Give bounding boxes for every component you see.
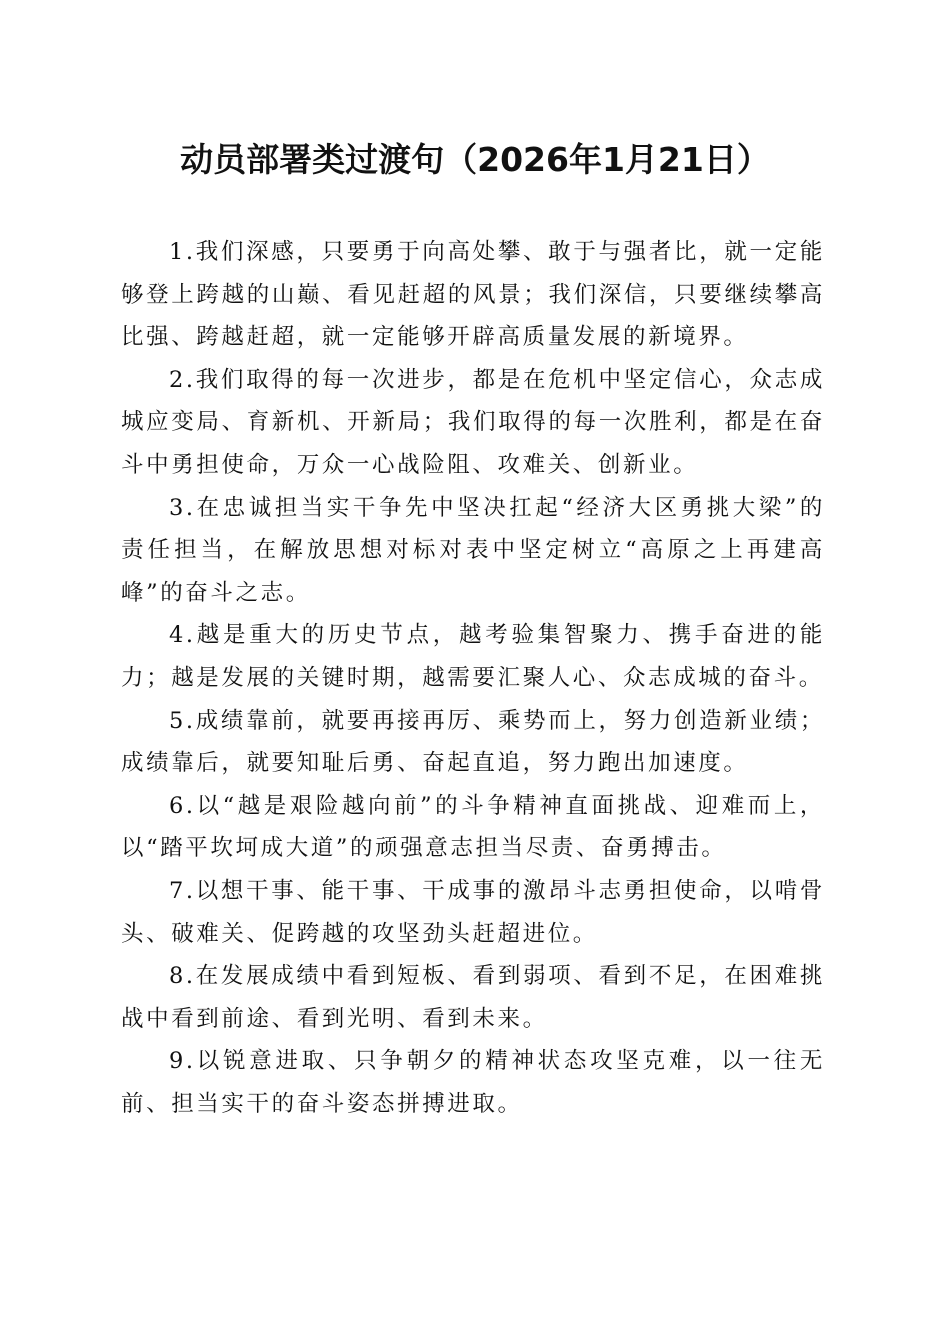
paragraph-9: 9.以锐意进取、只争朝夕的精神状态攻坚克难，以一往无前、担当实干的奋斗姿态拼搏进取。 — [121, 1048, 825, 1117]
paragraph-1: 1.我们深感，只要勇于向高处攀、敢于与强者比，就一定能够登上跨越的山巅、看见赶超的风景；我们深信，只要继续攀高比强、跨越赶超，就一定能够开辟高质量发展的新境界。 — [121, 239, 825, 351]
document-body — [121, 231, 825, 1125]
paragraph-7: 7.以想干事、能干事、干成事的激昂斗志勇担使命，以啃骨头、破难关、促跨越的攻坚劲头赶超进位。 — [121, 877, 825, 947]
document-title: 动员部署类过渡句（2026年1月21日） — [180, 140, 770, 179]
paragraph-2: 2.我们取得的每一次进步，都是在危机中坚定信心，众志成城应变局、育新机、开新局；我们取得的每一次胜利，都是在奋斗中勇担使命，万众一心战险阻、攻难关、创新业。 — [121, 366, 825, 478]
paragraph-6: 6.以“越是艰险越向前”的斗争精神直面挑战、迎难而上，以“踏平坎坷成大道”的顽强意志担当尽责、奋勇搏击。 — [121, 792, 825, 862]
paragraph-5: 5.成绩靠前，就要再接再厉、乘势而上，努力创造新业绩；成绩靠后，就要知耻后勇、奋起直追，努力跑出加速度。 — [121, 707, 825, 777]
paragraph-8: 8.在发展成绩中看到短板、看到弱项、看到不足，在困难挑战中看到前途、看到光明、看到未来。 — [121, 963, 825, 1032]
paragraph-4: 4.越是重大的历史节点，越考验集智聚力、携手奋进的能力；越是发展的关键时期，越需要汇聚人心、众志成城的奋斗。 — [121, 622, 825, 691]
paragraph-3: 3.在忠诚担当实干争先中坚决扛起“经济大区勇挑大梁”的责任担当，在解放思想对标对表中坚定树立“高原之上再建高峰”的奋斗之志。 — [121, 494, 825, 606]
